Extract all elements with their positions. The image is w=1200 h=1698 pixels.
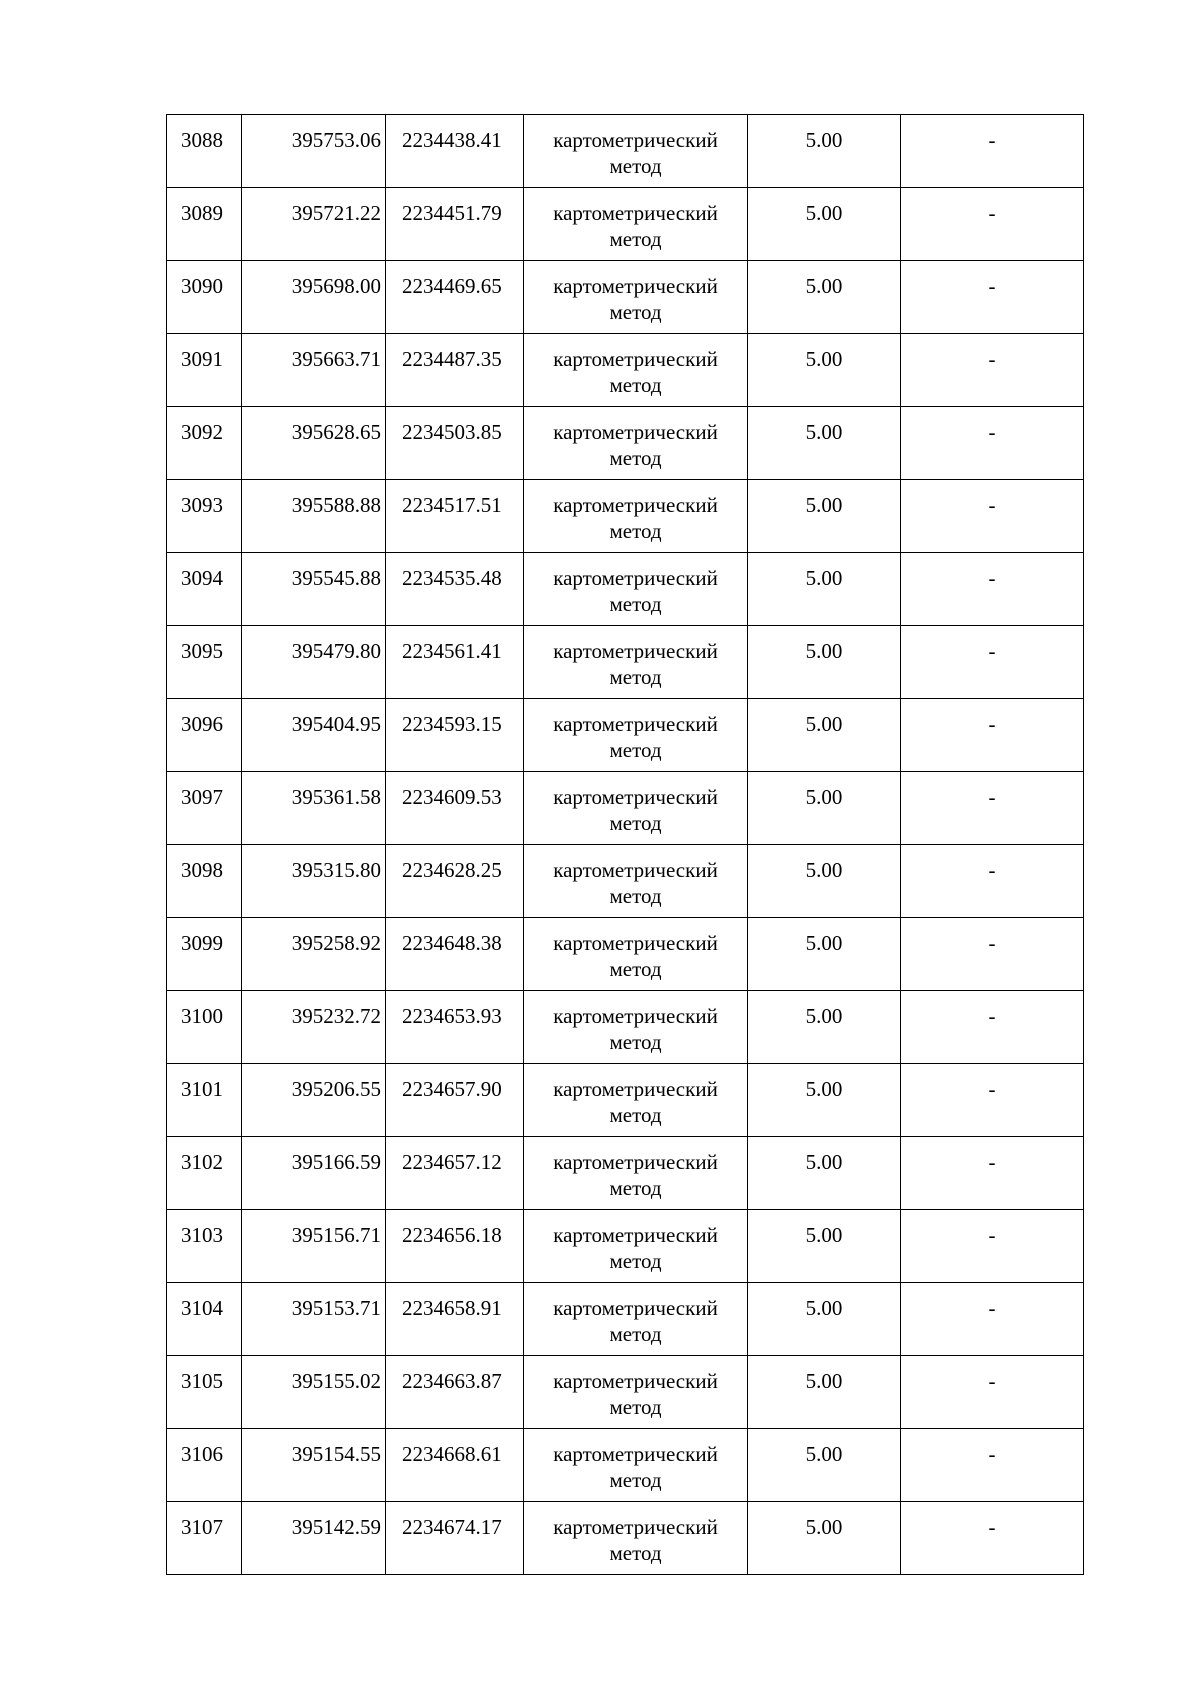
y-coordinate-cell: 2234628.25 xyxy=(386,845,524,918)
table-row xyxy=(167,1502,1084,1575)
method-text-line1: картометрический xyxy=(553,712,718,736)
method-text-line1: картометрический xyxy=(553,1369,718,1393)
point-number-cell: 3101 xyxy=(167,1064,242,1137)
x-coordinate-cell: 395698.00 xyxy=(242,261,386,334)
method-text-line1: картометрический xyxy=(553,566,718,590)
point-number-cell: 3092 xyxy=(167,407,242,480)
x-coordinate-cell: 395156.71 xyxy=(242,1210,386,1283)
note-cell: - xyxy=(901,772,1084,845)
method-cell xyxy=(524,1429,748,1502)
method-text-line2: метод xyxy=(609,300,662,324)
method-text-line1: картометрический xyxy=(553,201,718,225)
note-cell: - xyxy=(901,261,1084,334)
method-cell xyxy=(524,188,748,261)
x-coordinate-cell: 395361.58 xyxy=(242,772,386,845)
method-text-line2: метод xyxy=(609,957,662,981)
accuracy-cell: 5.00 xyxy=(748,407,901,480)
y-coordinate-cell: 2234469.65 xyxy=(386,261,524,334)
note-cell: - xyxy=(901,1210,1084,1283)
table-row xyxy=(167,1064,1084,1137)
method-text-line2: метод xyxy=(609,154,662,178)
x-coordinate-cell: 395721.22 xyxy=(242,188,386,261)
method-cell xyxy=(524,1064,748,1137)
y-coordinate-cell: 2234609.53 xyxy=(386,772,524,845)
x-coordinate-cell: 395206.55 xyxy=(242,1064,386,1137)
method-text-line2: метод xyxy=(609,811,662,835)
accuracy-cell: 5.00 xyxy=(748,1429,901,1502)
method-text-line1: картометрический xyxy=(553,1515,718,1539)
note-cell: - xyxy=(901,1502,1084,1575)
method-text-line2: метод xyxy=(609,1249,662,1273)
method-text-line1: картометрический xyxy=(553,1004,718,1028)
method-text-line1: картометрический xyxy=(553,274,718,298)
method-text-line2: метод xyxy=(609,519,662,543)
note-cell: - xyxy=(901,699,1084,772)
x-coordinate-cell: 395142.59 xyxy=(242,1502,386,1575)
accuracy-cell: 5.00 xyxy=(748,553,901,626)
table-row xyxy=(167,115,1084,188)
method-text-line2: метод xyxy=(609,1468,662,1492)
y-coordinate-cell: 2234561.41 xyxy=(386,626,524,699)
x-coordinate-cell: 395588.88 xyxy=(242,480,386,553)
note-cell: - xyxy=(901,188,1084,261)
y-coordinate-cell: 2234674.17 xyxy=(386,1502,524,1575)
table-row xyxy=(167,553,1084,626)
point-number-cell: 3104 xyxy=(167,1283,242,1356)
y-coordinate-cell: 2234503.85 xyxy=(386,407,524,480)
point-number-cell: 3096 xyxy=(167,699,242,772)
table-row xyxy=(167,845,1084,918)
table-row xyxy=(167,188,1084,261)
x-coordinate-cell: 395154.55 xyxy=(242,1429,386,1502)
method-cell xyxy=(524,772,748,845)
note-cell: - xyxy=(901,115,1084,188)
y-coordinate-cell: 2234656.18 xyxy=(386,1210,524,1283)
point-number-cell: 3093 xyxy=(167,480,242,553)
accuracy-cell: 5.00 xyxy=(748,115,901,188)
accuracy-cell: 5.00 xyxy=(748,188,901,261)
method-text-line1: картометрический xyxy=(553,1150,718,1174)
method-text-line2: метод xyxy=(609,884,662,908)
method-cell xyxy=(524,480,748,553)
x-coordinate-cell: 395628.65 xyxy=(242,407,386,480)
method-text-line2: метод xyxy=(609,1176,662,1200)
accuracy-cell: 5.00 xyxy=(748,480,901,553)
x-coordinate-cell: 395232.72 xyxy=(242,991,386,1064)
note-cell: - xyxy=(901,1283,1084,1356)
method-cell xyxy=(524,699,748,772)
point-number-cell: 3100 xyxy=(167,991,242,1064)
accuracy-cell: 5.00 xyxy=(748,261,901,334)
point-number-cell: 3090 xyxy=(167,261,242,334)
accuracy-cell: 5.00 xyxy=(748,1064,901,1137)
table-row xyxy=(167,772,1084,845)
table-row xyxy=(167,1137,1084,1210)
method-text-line2: метод xyxy=(609,1103,662,1127)
method-text-line1: картометрический xyxy=(553,1077,718,1101)
accuracy-cell: 5.00 xyxy=(748,991,901,1064)
table-row xyxy=(167,1429,1084,1502)
x-coordinate-cell: 395258.92 xyxy=(242,918,386,991)
note-cell: - xyxy=(901,334,1084,407)
y-coordinate-cell: 2234451.79 xyxy=(386,188,524,261)
method-cell xyxy=(524,991,748,1064)
y-coordinate-cell: 2234517.51 xyxy=(386,480,524,553)
point-number-cell: 3091 xyxy=(167,334,242,407)
y-coordinate-cell: 2234663.87 xyxy=(386,1356,524,1429)
note-cell: - xyxy=(901,626,1084,699)
table-row xyxy=(167,1356,1084,1429)
method-cell xyxy=(524,115,748,188)
table-body xyxy=(167,115,1084,1575)
method-text-line1: картометрический xyxy=(553,1442,718,1466)
table-row xyxy=(167,991,1084,1064)
point-number-cell: 3089 xyxy=(167,188,242,261)
method-text-line2: метод xyxy=(609,738,662,762)
method-text-line2: метод xyxy=(609,1395,662,1419)
accuracy-cell: 5.00 xyxy=(748,918,901,991)
accuracy-cell: 5.00 xyxy=(748,1137,901,1210)
x-coordinate-cell: 395153.71 xyxy=(242,1283,386,1356)
accuracy-cell: 5.00 xyxy=(748,1356,901,1429)
point-number-cell: 3094 xyxy=(167,553,242,626)
table-row xyxy=(167,918,1084,991)
table-row xyxy=(167,407,1084,480)
note-cell: - xyxy=(901,1356,1084,1429)
point-number-cell: 3088 xyxy=(167,115,242,188)
note-cell: - xyxy=(901,1429,1084,1502)
method-cell xyxy=(524,626,748,699)
method-text-line2: метод xyxy=(609,665,662,689)
point-number-cell: 3098 xyxy=(167,845,242,918)
method-cell xyxy=(524,1502,748,1575)
method-text-line2: метод xyxy=(609,227,662,251)
note-cell: - xyxy=(901,1137,1084,1210)
point-number-cell: 3106 xyxy=(167,1429,242,1502)
method-cell xyxy=(524,1283,748,1356)
method-text-line1: картометрический xyxy=(553,785,718,809)
note-cell: - xyxy=(901,991,1084,1064)
method-cell xyxy=(524,1210,748,1283)
point-number-cell: 3095 xyxy=(167,626,242,699)
point-number-cell: 3105 xyxy=(167,1356,242,1429)
table-row xyxy=(167,626,1084,699)
coordinates-table xyxy=(166,114,1084,1575)
method-text-line1: картометрический xyxy=(553,639,718,663)
point-number-cell: 3107 xyxy=(167,1502,242,1575)
accuracy-cell: 5.00 xyxy=(748,772,901,845)
method-text-line1: картометрический xyxy=(553,931,718,955)
point-number-cell: 3103 xyxy=(167,1210,242,1283)
method-cell xyxy=(524,1356,748,1429)
method-cell xyxy=(524,334,748,407)
y-coordinate-cell: 2234535.48 xyxy=(386,553,524,626)
accuracy-cell: 5.00 xyxy=(748,1210,901,1283)
method-cell xyxy=(524,407,748,480)
note-cell: - xyxy=(901,407,1084,480)
method-text-line1: картометрический xyxy=(553,493,718,517)
method-cell xyxy=(524,553,748,626)
y-coordinate-cell: 2234648.38 xyxy=(386,918,524,991)
y-coordinate-cell: 2234593.15 xyxy=(386,699,524,772)
note-cell: - xyxy=(901,845,1084,918)
method-text-line2: метод xyxy=(609,1322,662,1346)
table-row xyxy=(167,699,1084,772)
point-number-cell: 3099 xyxy=(167,918,242,991)
method-cell xyxy=(524,845,748,918)
method-text-line1: картометрический xyxy=(553,128,718,152)
point-number-cell: 3097 xyxy=(167,772,242,845)
y-coordinate-cell: 2234658.91 xyxy=(386,1283,524,1356)
table-row xyxy=(167,261,1084,334)
point-number-cell: 3102 xyxy=(167,1137,242,1210)
x-coordinate-cell: 395663.71 xyxy=(242,334,386,407)
accuracy-cell: 5.00 xyxy=(748,626,901,699)
method-text-line2: метод xyxy=(609,592,662,616)
y-coordinate-cell: 2234653.93 xyxy=(386,991,524,1064)
x-coordinate-cell: 395166.59 xyxy=(242,1137,386,1210)
method-text-line1: картометрический xyxy=(553,420,718,444)
x-coordinate-cell: 395545.88 xyxy=(242,553,386,626)
x-coordinate-cell: 395404.95 xyxy=(242,699,386,772)
table-row xyxy=(167,1283,1084,1356)
method-text-line2: метод xyxy=(609,1030,662,1054)
method-cell xyxy=(524,1137,748,1210)
x-coordinate-cell: 395753.06 xyxy=(242,115,386,188)
note-cell: - xyxy=(901,1064,1084,1137)
method-cell xyxy=(524,261,748,334)
y-coordinate-cell: 2234657.12 xyxy=(386,1137,524,1210)
y-coordinate-cell: 2234438.41 xyxy=(386,115,524,188)
accuracy-cell: 5.00 xyxy=(748,699,901,772)
accuracy-cell: 5.00 xyxy=(748,334,901,407)
y-coordinate-cell: 2234668.61 xyxy=(386,1429,524,1502)
method-text-line1: картометрический xyxy=(553,1296,718,1320)
method-text-line1: картометрический xyxy=(553,347,718,371)
method-text-line1: картометрический xyxy=(553,858,718,882)
table-row xyxy=(167,480,1084,553)
note-cell: - xyxy=(901,480,1084,553)
method-text-line1: картометрический xyxy=(553,1223,718,1247)
y-coordinate-cell: 2234657.90 xyxy=(386,1064,524,1137)
accuracy-cell: 5.00 xyxy=(748,1502,901,1575)
table-row xyxy=(167,1210,1084,1283)
x-coordinate-cell: 395155.02 xyxy=(242,1356,386,1429)
accuracy-cell: 5.00 xyxy=(748,1283,901,1356)
y-coordinate-cell: 2234487.35 xyxy=(386,334,524,407)
method-text-line2: метод xyxy=(609,1541,662,1565)
note-cell: - xyxy=(901,918,1084,991)
method-text-line2: метод xyxy=(609,446,662,470)
method-cell xyxy=(524,918,748,991)
note-cell: - xyxy=(901,553,1084,626)
table-row xyxy=(167,334,1084,407)
x-coordinate-cell: 395479.80 xyxy=(242,626,386,699)
accuracy-cell: 5.00 xyxy=(748,845,901,918)
method-text-line2: метод xyxy=(609,373,662,397)
x-coordinate-cell: 395315.80 xyxy=(242,845,386,918)
